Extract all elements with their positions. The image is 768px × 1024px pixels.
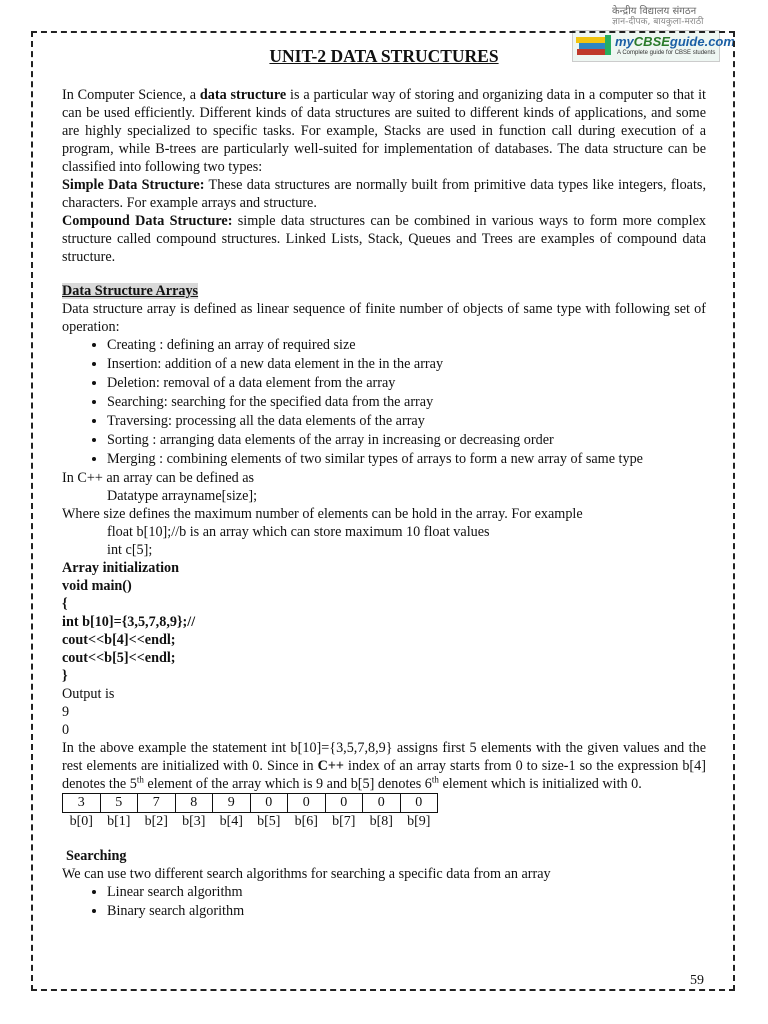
list-item: • Sorting : arranging data elements of the array in increasing or decreasing order [107,431,706,450]
array-syntax: Datatype arrayname[size]; [107,488,258,504]
intro-paragraph: In Computer Science, a data structure is a particular way of storing and organizing data in a computer so that it can be used efficiently. Different kinds of data structures are suited to different kinds of applications, and some are highly specialized to specific tasks. For example, Stacks are used in function call during execution of a program, while B-trees are particularly well-suited for implementation of databases. The data structure can be classified into following two types: [62,87,706,175]
compound-ds-paragraph: Compound Data Structure: simple data structures can be combined in various ways to form more complex structure called compound structures. Linked Lists, Stack, Queues and Trees are examples of compound data structure. [62,213,706,265]
list-item: • Deletion: removal of a data element from the array [107,374,706,393]
page-title: UNIT-2 DATA STRUCTURES [269,46,499,66]
arrays-definition: Data structure array is defined as linear sequence of finite number of objects of same type with following set of operation: [62,301,706,335]
code-line: int b[10]={3,5,7,8,9};// [62,614,196,630]
operations-list [62,336,706,469]
logo-tagline: A Complete guide for CBSE students [617,50,716,56]
table-cell: 8 [175,794,213,813]
table-cell: b[9] [407,814,431,829]
code-line: void main() [62,578,132,594]
example-int-array: int c[5]; [107,542,153,558]
table-cell: 0 [288,794,326,813]
table-cell: b[3] [182,814,206,829]
table-cell: b[1] [107,814,131,829]
table-row-values [63,794,438,813]
org-name-hindi [612,6,703,28]
list-item: • Linear search algorithm [107,883,706,902]
list-item: • Searching: searching for the specified data from the array [107,393,706,412]
code-line: } [62,668,68,684]
table-cell: 0 [363,794,401,813]
example-float-array: float b[10];//b is an array which can store maximum 10 float values [107,524,490,540]
init-explanation: In the above example the statement int b[10]={3,5,7,8,9} assigns first 5 elements with the given values and the rest elements are initialized with 0. Since in C++ index of an array starts from 0 to size-1 so the expression b[4] denotes the 5th element of the array which is 9 and b[5] denotes 6th element which is initialized with 0. [62,740,706,792]
cpp-definition-text: In C++ an array can be defined as [62,470,255,486]
list-item: • Insertion: addition of a new data element in the in the array [107,355,706,374]
org-subtitle-line: ज्ञान-दीपक, बायकुला-मराठी [612,17,704,27]
document-body [62,86,706,921]
table-row-indices [63,813,438,832]
search-algorithms-list [62,883,706,921]
table-cell: 5 [100,794,138,813]
size-description: Where size defines the maximum number of elements can be hold in the array. For example [62,506,583,522]
list-item: • Merging : combining elements of two similar types of arrays to form a new array of same type [107,450,706,469]
table-cell: b[7] [332,814,356,829]
output-value: 0 [62,722,70,738]
output-label: Output is [62,686,115,702]
table-cell: b[0] [69,814,93,829]
table-cell: b[4] [219,814,243,829]
page-number: 59 [690,973,704,988]
table-cell: b[8] [369,814,393,829]
org-name-line: केन्द्रीय विद्यालय संगठन [612,6,697,17]
code-line: { [62,596,68,612]
list-item: • Binary search algorithm [107,902,706,921]
table-cell: 0 [325,794,363,813]
list-item: • Traversing: processing all the data elements of the array [107,412,706,431]
array-table [62,793,438,831]
logo-wordmark: myCBSEguide.com [615,34,735,49]
searching-heading: Searching [66,848,127,864]
table-cell: 9 [213,794,251,813]
table-cell: 7 [138,794,176,813]
table-cell: b[2] [144,814,168,829]
simple-ds-paragraph: Simple Data Structure: These data structures are normally built from primitive data types like integers, floats, characters. For example arrays and structure. [62,177,706,211]
code-line: cout<<b[4]<<endl; [62,632,176,648]
table-cell: b[5] [257,814,281,829]
searching-text: We can use two different search algorithms for searching a specific data from an array [62,866,551,882]
table-cell: 0 [250,794,288,813]
table-cell: b[6] [294,814,318,829]
arrays-heading: Data Structure Arrays [62,283,199,299]
init-heading: Array initialization [62,560,180,576]
output-value: 9 [62,704,70,720]
code-line: cout<<b[5]<<endl; [62,650,176,666]
list-item: • Creating : defining an array of required size [107,336,706,355]
table-cell: 3 [63,794,101,813]
table-cell: 0 [400,794,438,813]
